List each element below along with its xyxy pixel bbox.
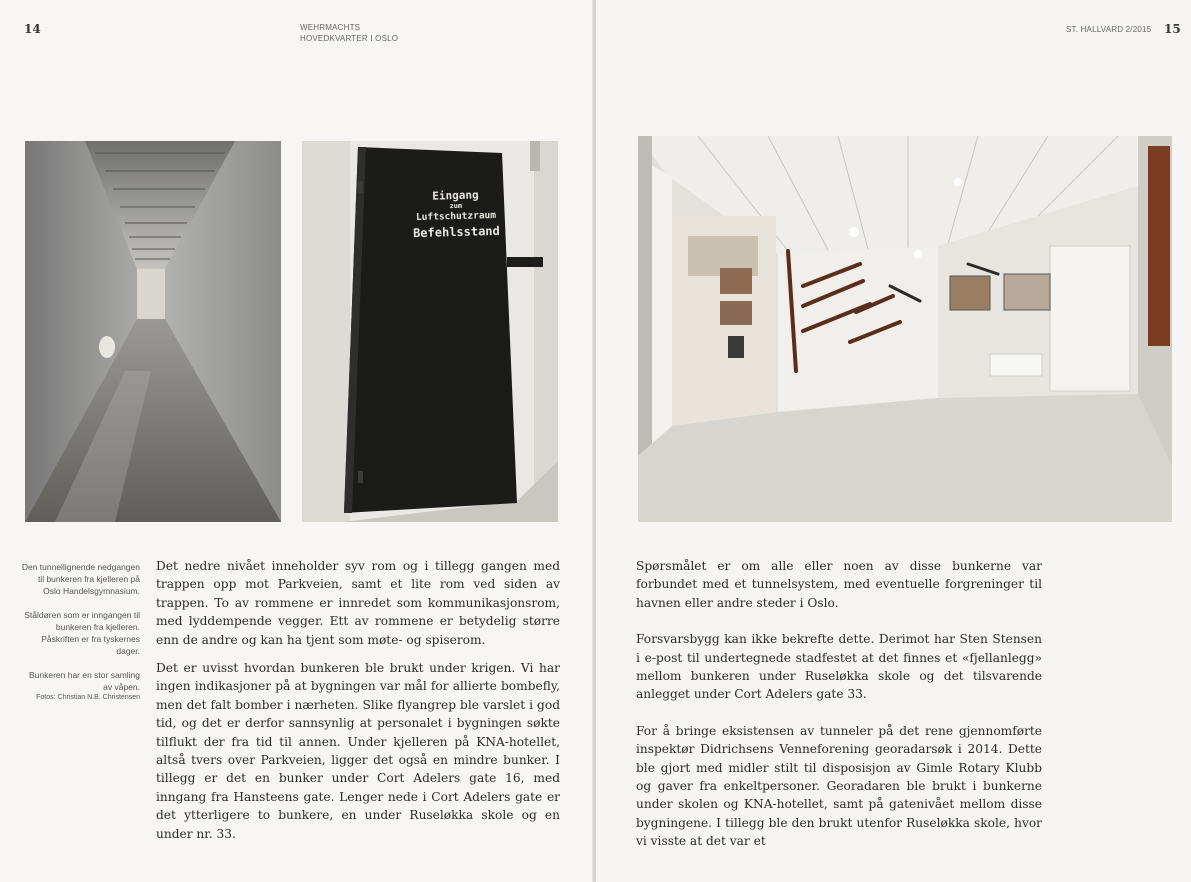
page-number-right: 15 [1164, 22, 1181, 36]
left-page [0, 0, 594, 882]
paragraph-right-3: For å bringe eksistensen av tunneler på det rene gjennomførte inspektør Didrichsens Venneforening georadarsøk i 2014. Dette ble gjort med midler stilt til disposisjon av Gimle Rotary Klubb og gaver fra enkeltpersoner. Georadaren ble brukt i bunkerne under skolen og KNA-hotellet, samt på gatenivået mellom disse bygningene. I tillegg ble den brukt utenfor Ruseløkka skole, hvor vi visste at det var et [636, 723, 1042, 849]
right-page [596, 0, 1191, 882]
door-sign-line-3: Luftschutzraum [415, 209, 497, 224]
paragraph-right-1: Spørsmålet er om alle eller noen av disse bunkerne var forbundet med et tunnelsystem, med eventuelle forgreninger til havnen eller andre steder i Oslo. [636, 559, 1042, 610]
door-sign-line-2: zum [449, 201, 463, 211]
paragraph-left-2: Det er uvisst hvordan bunkeren ble brukt under krigen. Vi har ingen indikasjoner på at bygningen var mål for allierte bombefly, men det falt bomber i nærheten. Slike flyangrep ble varslet i god tid, og det er derfor sannsynlig at personalet i bygningen søkte tilflukt der fra tid til annen. Under kjelleren på KNA-hotellet, altså tvers over Parkveien, ligger det også en mindre bunker. I tillegg er det en bunker under Cort Adelers gate 16, med inngang fra Hansteens gate. Lenger nede i Cort Adelers gate er det ytterligere to bunkere, en under Ruseløkka skole og en under nr. 33. [156, 661, 560, 841]
paragraph-right-2: Forsvarsbygg kan ikke bekrefte dette. Derimot har Sten Stensen i e-post til undertegnede stadfestet at det finnes et «fjellanlegg» mellom bunkeren under Ruseløkka skole og det tilsvarende anlegget under Cort Adelers gate 33. [636, 632, 1042, 702]
running-header-right: ST. HALLVARD 2/2015 [1066, 25, 1152, 34]
door-sign-line-1: Eingang [432, 188, 479, 203]
photo-captions [20, 561, 140, 702]
door-sign [395, 187, 516, 242]
caption-door: Ståldøren som er inngangen til bunkeren fra kjelleren. Påskriften er fra tyskernes dager. [24, 610, 140, 656]
caption-weapons: Bunkeren har en stor samling av våpen. [28, 670, 140, 692]
bunker-weapons-room-photo [638, 136, 1172, 522]
paragraph-left-1: Det nedre nivået inneholder syv rom og i tillegg gangen med trappen opp mot Parkveien, samt et lite rom ved siden av trappen. To av rommene er innredet som kommunikasjonsrom, med lyddempende vegger. Ett av rommene er betydelig større enn de andre og kan ha tjent som møte- og spiserom. [156, 559, 560, 647]
caption-tunnel: Den tunnellignende nedgangen til bunkeren fra kjelleren på Oslo Handelsgymnasium. [21, 562, 140, 596]
body-text-right [636, 557, 1042, 861]
steel-door-photo [302, 141, 558, 522]
tunnel-corridor-photo [25, 141, 281, 522]
door-sign-line-4: Befehlsstand [412, 223, 500, 241]
running-header-left [300, 22, 398, 44]
page-number-left: 14 [24, 22, 41, 36]
header-line-1: WEHRMACHTS [300, 23, 361, 32]
body-text-left [156, 557, 560, 853]
photo-credit: Fotos: Christian N.B. Christensen [36, 694, 140, 701]
header-line-2: HOVEDKVARTER I OSLO [300, 34, 399, 43]
